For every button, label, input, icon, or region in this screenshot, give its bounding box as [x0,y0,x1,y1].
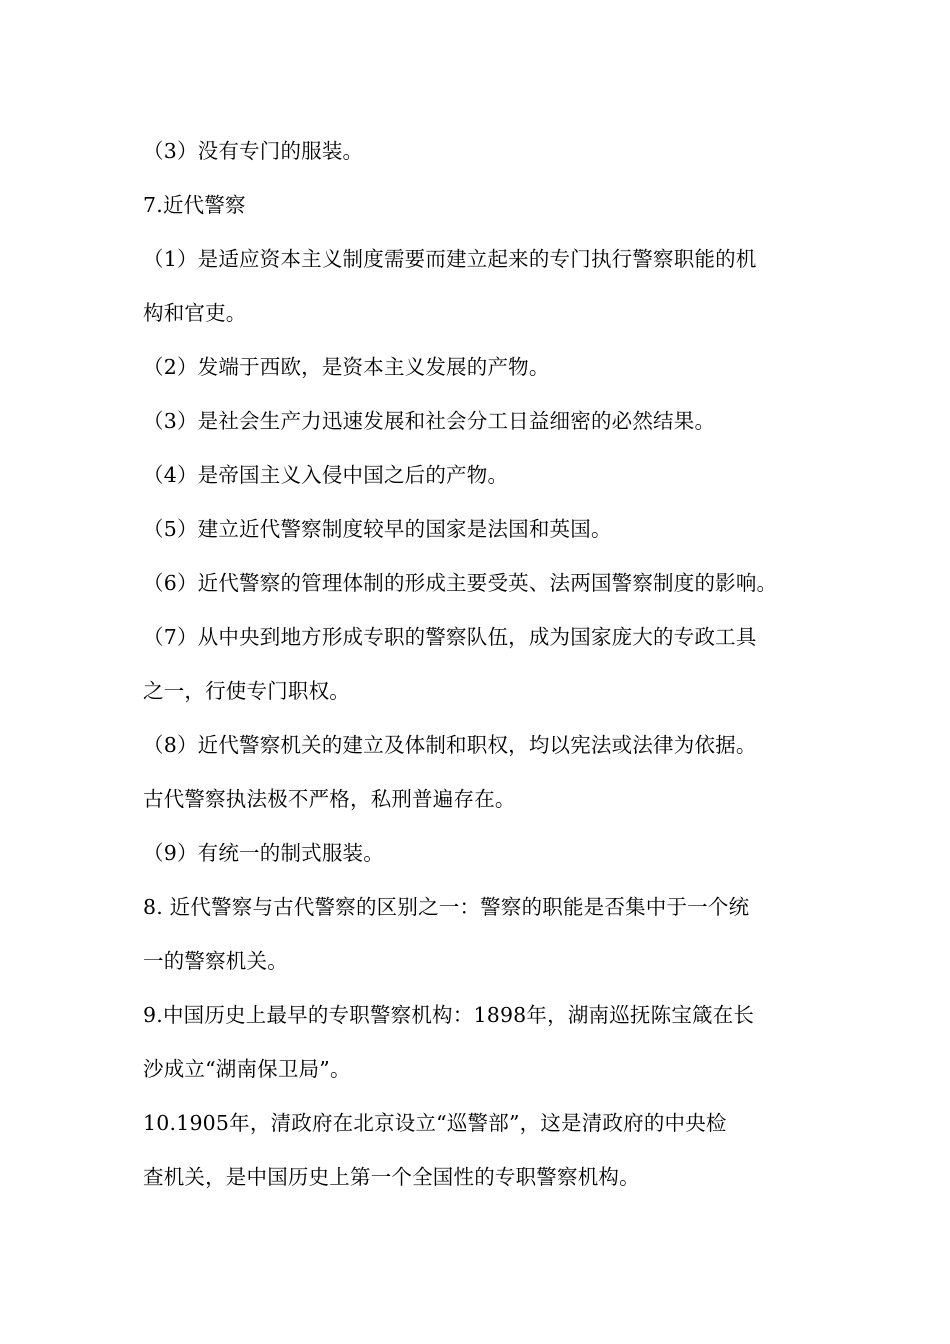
text-line-12: （8）近代警察机关的建立及体制和职权，均以宪法或法律为依据。 [143,733,757,757]
text-line-14: （9）有统一的制式服装。 [143,841,384,865]
text-line-8: （5）建立近代警察制度较早的国家是法国和英国。 [143,517,612,541]
text-line-10: （7）从中央到地方形成专职的警察队伍，成为国家庞大的专政工具 [143,625,757,649]
text-line-16: 一的警察机关。 [143,949,288,973]
text-line-3: （1）是适应资本主义制度需要而建立起来的专门执行警察职能的机 [143,247,757,271]
text-line-9: （6）近代警察的管理体制的形成主要受英、法两国警察制度的影响。 [143,571,778,595]
text-line-13: 古代警察执法极不严格，私刑普遍存在。 [143,787,516,811]
text-line-18: 沙成立“湖南保卫局”。 [143,1057,351,1081]
text-line-6: （3）是社会生产力迅速发展和社会分工日益细密的必然结果。 [143,409,716,433]
text-line-7: （4）是帝国主义入侵中国之后的产物。 [143,463,509,487]
text-line-20: 查机关，是中国历史上第一个全国性的专职警察机构。 [143,1165,640,1189]
text-line-1: （3）没有专门的服装。 [143,139,364,163]
section-heading-10: 10.1905年，清政府在北京设立“巡警部”，这是清政府的中央检 [143,1111,727,1135]
text-line-5: （2）发端于西欧，是资本主义发展的产物。 [143,355,550,379]
section-heading-8: 8. 近代警察与古代警察的区别之一：警察的职能是否集中于一个统 [143,895,750,919]
section-heading-9: 9.中国历史上最早的专职警察机构：1898年，湖南巡抚陈宝箴在长 [143,1003,755,1027]
section-heading-7: 7.近代警察 [143,193,246,217]
text-line-11: 之一，行使专门职权。 [143,679,350,703]
text-line-4: 构和官吏。 [143,301,247,325]
